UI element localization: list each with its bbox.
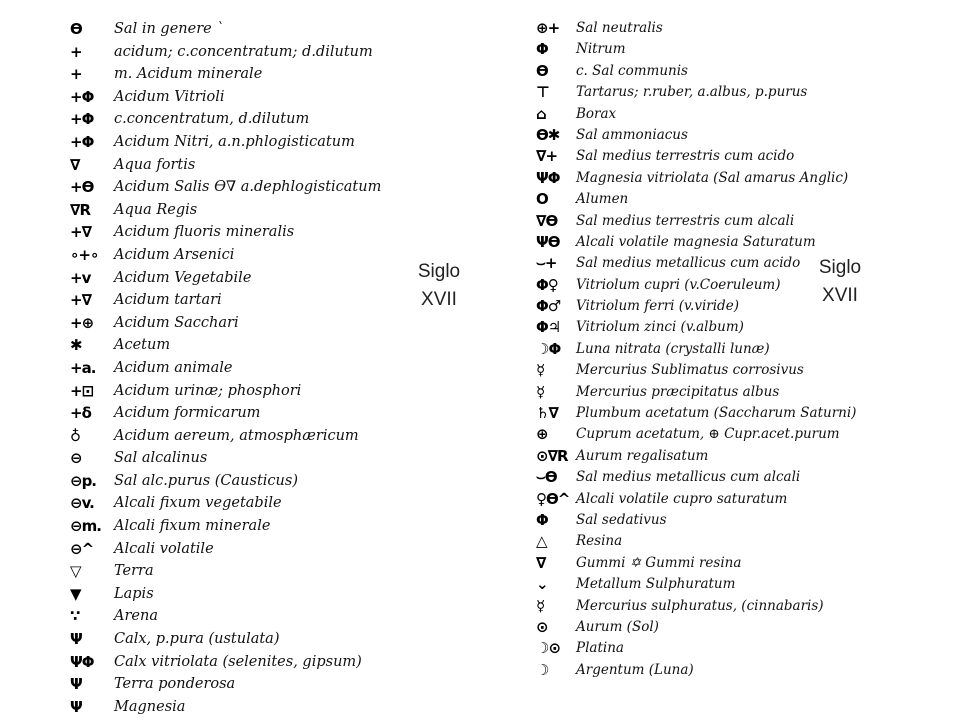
alchemical-symbol-icon: ∇ [536,553,546,572]
entry-label: Sal medius metallicus cum acido [576,255,801,272]
entry-label: Sal alc.purus (Causticus) [114,472,298,489]
alchemical-symbol-icon: ⊤ [536,83,549,102]
entry-label: Calx, p.pura (ustulata) [114,631,280,648]
symbol-entry [70,131,360,154]
entry-label: Sal neutralis [576,20,663,36]
alchemical-symbol-icon: ΨΦ [536,168,560,187]
entry-label: c.concentratum, d.dilutum [114,111,310,128]
alchemical-symbol-icon: +⊡ [70,381,94,400]
caption-line-2: XVII [421,289,457,310]
entry-label: Platina [576,640,624,657]
symbol-entry [536,660,836,681]
alchemical-symbol-icon: Φ [536,510,548,529]
symbol-entry [70,696,360,719]
entry-label: Acidum tartari [114,292,222,309]
symbol-entry [536,339,836,360]
entry-label: Acidum Sacchari [114,314,239,331]
entry-label: Vitriolum zinci (v.album) [576,319,744,336]
alchemical-symbol-icon: ⊖m. [70,517,101,536]
entry-label: Vitriolum ferri (v.viride) [576,298,739,315]
symbol-entry [536,403,857,424]
entry-label: Resina [576,533,623,550]
symbol-entry [70,176,382,199]
entry-label: Tartarus; r.ruber, a.albus, p.purus [576,84,808,101]
symbol-entry [536,253,836,274]
entry-label: Calx vitriolata (selenites, gipsum) [114,653,362,670]
entry-label: Mercurius præcipitatus albus [576,383,780,400]
alchemical-symbol-icon: ∵ [70,607,80,626]
symbol-entry [536,211,836,232]
symbol-entry [70,41,373,64]
entry-label: Acetum [114,337,171,354]
alchemical-symbol-icon: ϴ [70,20,82,38]
symbol-entry [70,583,360,606]
alchemical-symbol-icon: Φ♂ [536,297,561,316]
alchemical-symbol-icon: Φ♀ [536,275,558,294]
symbol-entry [536,125,836,146]
alchemical-symbol-icon: ⊖p. [70,471,97,490]
entry-label: Alcali volatile magnesia Saturatum [576,233,816,250]
symbol-entry [536,18,836,39]
symbol-entry [70,289,360,312]
symbol-entry [70,18,360,41]
symbol-entry [70,108,360,131]
entry-label: Sal medius terrestris cum alcali [576,212,795,229]
entry-label: Mercurius Sublimatus corrosivus [576,362,804,379]
alchemical-symbol-icon: +Φ [70,110,94,129]
alchemical-symbol-icon: ⌄ [536,575,548,594]
entry-label: Nitrum [576,41,626,58]
symbol-entry [536,382,836,403]
symbol-entry [536,275,836,296]
symbol-entry [536,360,836,381]
alchemical-symbol-icon: ⊖ [70,449,82,468]
entry-label: Acidum Arsenici [114,246,235,263]
symbol-entry [536,638,836,659]
entry-label: Luna nitrata (crystalli lunæ) [576,340,770,357]
alchemical-symbol-icon: ⊖v. [70,494,94,513]
symbol-entry [70,312,360,335]
alchemical-symbol-icon: ∇ϴ [536,211,558,230]
alchemical-symbol-icon: ♀ϴ^ [536,489,570,508]
alchemical-symbol-icon: +δ [70,404,91,423]
symbol-entry [536,189,836,210]
symbol-entry [70,334,360,357]
entry-label: Mercurius sulphuratus, (cinnabaris) [576,597,824,614]
symbol-entry [536,104,836,125]
entry-label: Cuprum acetatum, ⊕ Cupr.acet.purum [576,426,840,443]
symbol-entry [70,538,360,561]
symbol-entry [536,61,836,82]
alchemical-symbol-icon: +Φ [70,132,94,151]
symbol-entry [70,267,360,290]
entry-label: Aurum regalisatum [576,447,709,464]
alchemical-symbol-icon: ∘+∘ [70,245,99,264]
symbol-entry [536,446,836,467]
entry-label: Alcali fixum vegetabile [114,495,282,512]
entry-label: Arena [114,608,158,625]
symbol-entry [70,628,360,651]
entry-label: Terra [114,563,154,580]
alchemical-symbol-icon: ΨΦ [70,652,94,671]
caption-line-1: Siglo [818,257,862,278]
caption-line-1: Siglo [417,261,461,282]
symbol-entry [70,244,360,267]
entry-label: Sal sedativus [576,511,667,528]
alchemical-symbol-icon: ☿ [536,382,545,401]
alchemical-symbol-icon: ϴ [536,61,548,80]
entry-label: c. Sal communis [576,62,688,79]
alchemical-symbol-icon: +ϴ [70,178,94,197]
alchemical-symbol-icon: Ψϴ [536,232,560,251]
entry-label: Alcali volatile [114,540,214,557]
symbol-entry [70,86,360,109]
symbol-entry [536,424,840,445]
entry-label: Acidum animale [114,359,233,376]
alchemical-symbol-icon: ⌣+ [536,254,557,273]
symbol-entry [536,510,836,531]
entry-label: Metallum Sulphuratum [576,576,736,593]
alchemical-symbol-icon: ☿ [536,596,545,615]
alchemical-symbol-icon: + [70,65,82,84]
alchemical-symbol-icon: O [536,190,548,209]
symbol-entry [536,39,836,60]
entry-label: Terra ponderosa [114,676,236,693]
alchemical-symbol-icon: ⊙∇R [536,446,568,465]
symbol-entry [70,605,360,628]
entry-label: Sal in genere ` [114,21,224,37]
alchemical-symbol-icon: ☽Φ [536,339,561,358]
alchemical-symbol-icon: ☽⊙ [536,639,561,658]
alchemical-symbol-icon: ✱ [70,336,82,355]
alchemical-symbol-icon: Φ♃ [536,318,561,337]
entry-label: Aqua fortis [114,156,196,173]
symbol-entry [536,467,836,488]
symbol-entry [536,531,836,552]
symbol-entry [70,357,360,380]
alchemical-symbol-icon: ⌂ [536,104,546,123]
entry-label: Alcali volatile cupro saturatum [576,490,788,507]
entry-label: Sal medius terrestris cum acido [576,148,795,165]
symbol-entry [70,425,360,448]
symbol-entry [70,560,360,583]
symbol-entry [536,232,836,253]
entry-label: Acidum Vegetabile [114,269,252,286]
symbol-entry [70,651,360,674]
symbol-entry [536,146,836,167]
symbol-entry [536,489,836,510]
alchemical-symbol-icon: ⊕+ [536,19,560,37]
symbol-entry [70,447,360,470]
alchemical-symbol-icon: ⊙ [536,617,548,636]
entry-label: Gummi ✡ Gummi resina [576,554,742,571]
alchemical-symbol-icon: Ψ [70,630,82,649]
century-caption-right [805,254,875,310]
entry-label: Sal ammoniacus [576,126,688,143]
entry-label: Plumbum acetatum (Saccharum Saturni) [576,405,857,422]
left-symbol-column [70,18,382,718]
alchemical-symbol-icon: ϴ✱ [536,125,560,144]
alchemical-symbol-icon: ⊖^ [70,539,94,558]
symbol-entry [70,154,360,177]
entry-label: Sal medius metallicus cum alcali [576,469,801,486]
symbol-entry [70,515,360,538]
symbol-entry [536,82,836,103]
alchemical-symbol-icon: Ψ [70,697,82,716]
entry-label: Acidum Nitri, a.n.phlogisticatum [114,133,355,150]
alchemical-symbol-icon: ⌣ϴ [536,468,557,487]
entry-label: Acidum Salis ϴ∇ a.dephlogisticatum [114,179,382,196]
entry-label: Borax [576,105,617,122]
symbol-entry [536,553,836,574]
alchemical-symbol-icon: +∇ [70,291,92,310]
alchemical-symbol-icon: ☽ [536,660,549,679]
alchemical-symbol-icon: ♁ [70,426,80,445]
alchemical-symbol-icon: ∇ [70,155,80,174]
symbol-entry [70,673,360,696]
entry-label: Acidum Vitrioli [114,88,225,105]
alchemical-symbol-icon: Φ [536,40,548,59]
alchemical-symbol-icon: +⊕ [70,313,94,332]
caption-line-2: XVII [822,285,858,306]
entry-label: Aqua Regis [114,201,198,218]
symbol-entry [536,317,836,338]
symbol-entry [70,492,360,515]
symbol-entry [70,470,360,493]
symbol-entry [536,168,849,189]
symbol-entry [536,596,836,617]
entry-label: Magnesia vitriolata (Sal amarus Anglic) [576,169,849,186]
symbol-entry [70,63,360,86]
alchemical-symbol-icon: +v [70,268,91,287]
entry-label: Sal alcalinus [114,450,208,467]
alchemical-symbol-icon: Ψ [70,675,82,694]
symbol-entry [70,199,360,222]
alchemical-symbol-icon: + [70,42,82,61]
alchemical-symbol-icon: △ [536,532,547,551]
alchemical-symbol-icon: ☿ [536,361,545,380]
alchemical-symbol-icon: ▼ [70,584,81,603]
entry-label: m. Acidum minerale [114,66,263,83]
entry-label: Argentum (Luna) [576,661,694,678]
entry-label: Acidum fluoris mineralis [114,224,295,241]
alchemical-symbol-icon: ▽ [70,562,81,581]
entry-label: Acidum aereum, atmosphæricum [114,427,359,444]
alchemical-symbol-icon: ∇R [70,200,91,219]
entry-label: Alumen [576,191,629,208]
entry-label: Aurum (Sol) [576,618,659,635]
entry-label: Magnesia [114,698,186,715]
entry-label: Lapis [114,585,154,602]
entry-label: Vitriolum cupri (v.Coeruleum) [576,276,781,293]
symbol-entry [536,617,836,638]
symbol-entry [536,574,836,595]
alchemical-symbol-icon: ⊕ [536,425,548,444]
symbol-entry [70,380,360,403]
alchemical-symbol-icon: +∇ [70,223,92,242]
entry-label: Alcali fixum minerale [114,518,271,535]
symbol-entry [70,221,360,244]
alchemical-symbol-icon: ∇+ [536,147,558,166]
entry-label: Acidum urinæ; phosphori [114,382,302,399]
symbol-entry [70,402,360,425]
alchemical-symbol-icon: +Φ [70,87,94,106]
alchemical-symbol-icon: +a. [70,358,96,377]
century-caption-left [404,258,474,314]
symbol-entry [536,296,836,317]
alchemical-symbol-icon: ♄∇ [536,404,558,423]
entry-label: acidum; c.concentratum; d.dilutum [114,43,373,60]
entry-label: Acidum formicarum [114,405,261,422]
